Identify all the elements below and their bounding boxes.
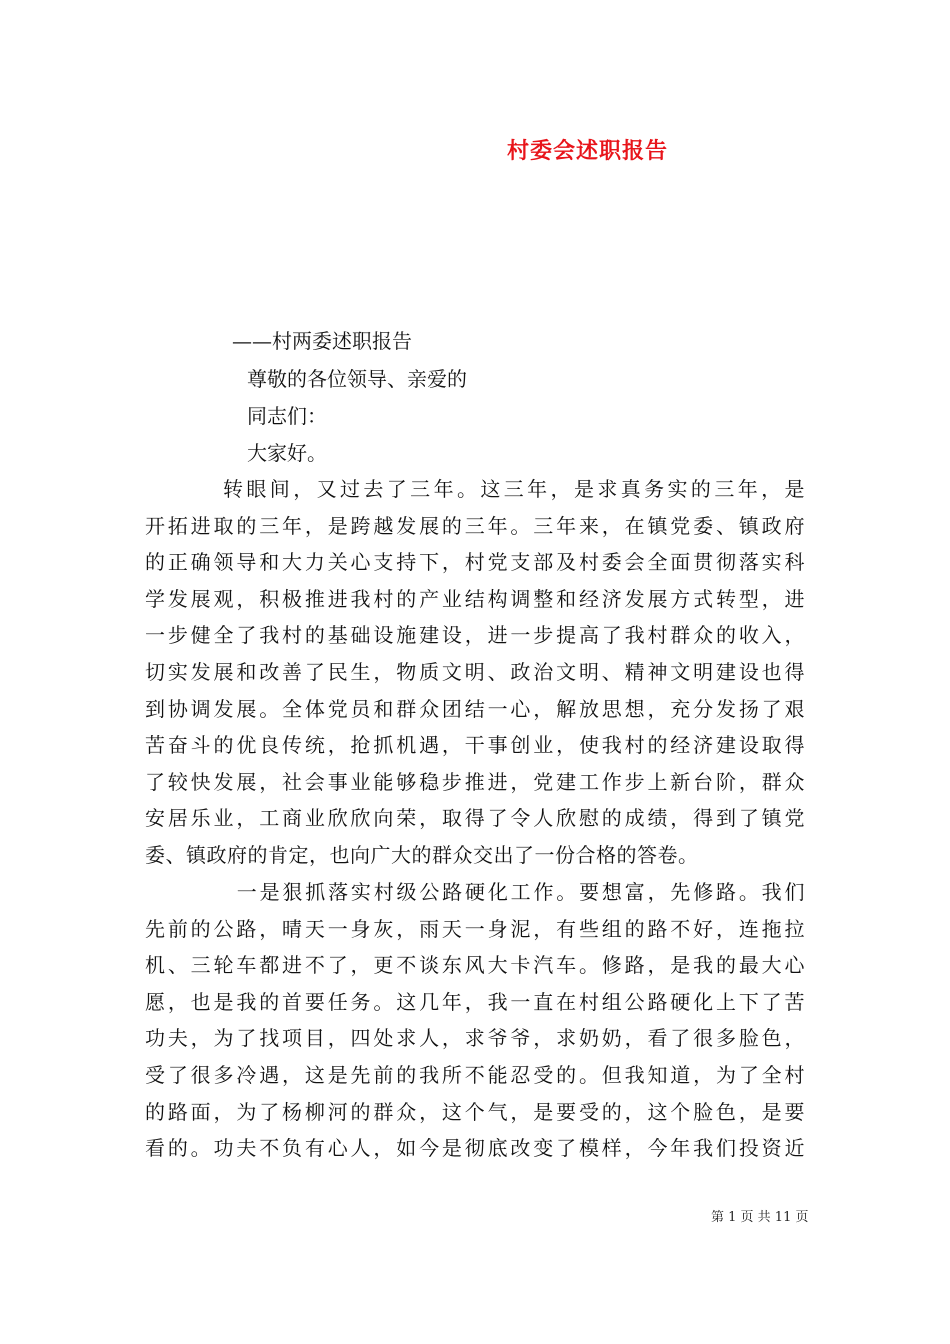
text-line: 到协调发展。全体党员和群众团结一心，解放思想，充分发扬了艰 [145,696,805,721]
text-line: 看的。功夫不负有心人，如今是彻底改变了模样，今年我们投资近 [145,1136,805,1161]
text-line: 受了很多冷遇，这是先前的我所不能忍受的。但我知道，为了全村 [145,1062,805,1087]
text-line: 愿，也是我的首要任务。这几年，我一直在村组公路硬化上下了苦 [145,989,805,1014]
text-line: 转眼间，又过去了三年。这三年，是求真务实的三年，是 [145,477,805,501]
text-line: 切实发展和改善了民生，物质文明、政治文明、精神文明建设也得 [145,659,805,684]
text-line: 机、三轮车都进不了，更不谈东风大卡汽车。修路，是我的最大心 [145,953,805,978]
text-line: 委、镇政府的肯定，也向广大的群众交出了一份合格的答卷。 [145,842,699,867]
text-line: 先前的公路，晴天一身灰，雨天一身泥，有些组的路不好，连拖拉 [145,916,805,941]
greeting-line: 尊敬的各位领导、亲爱的 [247,367,467,391]
text-line: 安居乐业，工商业欣欣向荣，取得了令人欣慰的成绩，得到了镇党 [145,806,805,831]
text-line: 的路面，为了杨柳河的群众，这个气，是要受的，这个脸色，是要 [145,1099,805,1124]
text-line: 的正确领导和大力关心支持下，村党支部及村委会全面贯彻落实科 [145,550,805,575]
text-line: 学发展观，积极推进我村的产业结构调整和经济发展方式转型，进 [145,586,805,611]
document-subtitle: ——村两委述职报告 [232,329,412,353]
body-paragraph-1 [145,471,805,874]
text-line: 苦奋斗的优良传统，抢抓机遇，干事创业，使我村的经济建设取得 [145,733,805,758]
text-line: 开拓进取的三年，是跨越发展的三年。三年来，在镇党委、镇政府 [145,513,805,538]
body-paragraph-2 [145,874,805,1167]
text-line: 一步健全了我村的基础设施建设，进一步提高了我村群众的收入， [145,623,805,648]
text-line: 了较快发展，社会事业能够稳步推进，党建工作步上新台阶，群众 [145,769,805,794]
page-number-footer: 第 1 页 共 11 页 [711,1210,809,1225]
greeting-line: 大家好。 [247,441,327,465]
text-line: 功夫，为了找项目，四处求人，求爷爷，求奶奶，看了很多脸色， [145,1026,805,1051]
text-line: 一是狠抓落实村级公路硬化工作。要想富，先修路。我们 [145,880,805,904]
greeting-line: 同志们： [247,404,327,428]
document-title: 村委会述职报告 [507,138,669,164]
